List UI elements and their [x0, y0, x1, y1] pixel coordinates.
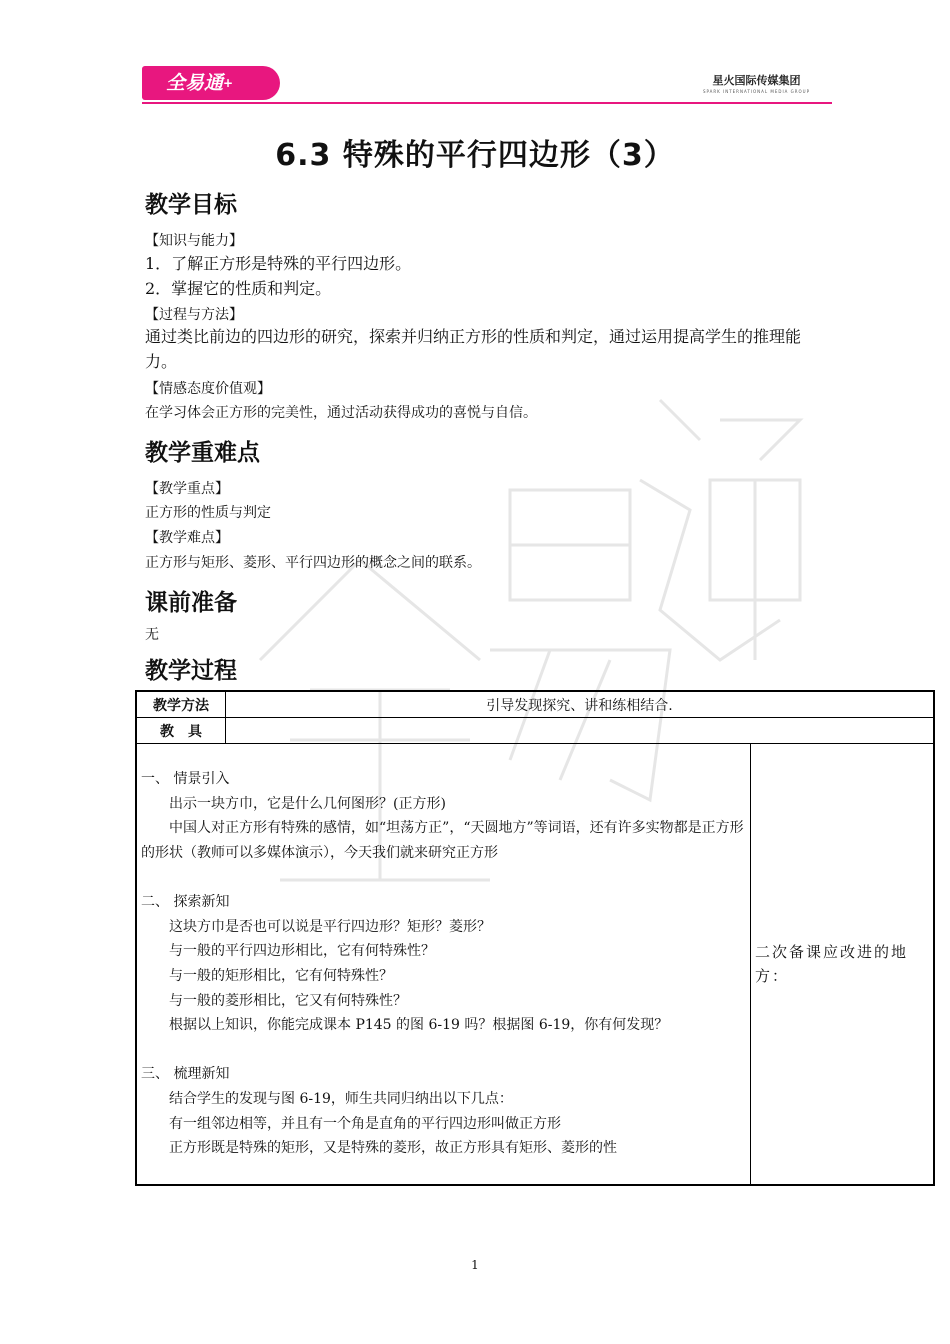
- section-heading-goals: 教学目标: [145, 192, 237, 218]
- header-divider: [142, 102, 832, 104]
- attitude-label: 【情感态度价值观】: [145, 381, 271, 397]
- process-content: [136, 744, 751, 1186]
- difficulty-label: 【教学难点】: [145, 530, 229, 546]
- section-2-question-2: 与一般的平行四边形相比，它有何特殊性？: [169, 943, 435, 960]
- method-label: 教学方法: [136, 691, 226, 718]
- section-heading-prep: 课前准备: [145, 590, 237, 616]
- section-2-question-3: 与一般的矩形相比，它有何特殊性？: [169, 968, 393, 984]
- process-body-row: [136, 744, 934, 1186]
- method-row: [136, 691, 934, 718]
- section-2-question-4: 与一般的菱形相比，它又有何特殊性？: [169, 992, 407, 1009]
- section-3-para-2: 有一组邻边相等，并且有一个角是直角的平行四边形叫做正方形: [169, 1115, 561, 1132]
- attitude-text: 在学习体会正方形的完美性，通过活动获得成功的喜悦与自信。: [145, 405, 537, 421]
- difficulty-text: 正方形与矩形、菱形、平行四边形的概念之间的联系。: [145, 555, 481, 571]
- section-3-para-1: 结合学生的发现与图 6-19，师生共同归纳出以下几点：: [169, 1090, 513, 1107]
- knowledge-label: 【知识与能力】: [145, 233, 243, 249]
- section-1-para-1: 出示一块方巾，它是什么几何图形？(正方形): [169, 795, 446, 812]
- page-number: 1: [471, 1258, 479, 1272]
- focus-text: 正方形的性质与判定: [145, 505, 271, 521]
- process-method-label: 【过程与方法】: [145, 307, 243, 323]
- section-3-title: 三、 梳理新知: [141, 1066, 230, 1083]
- brand-name-cn: 星火国际传媒集团: [712, 74, 801, 87]
- brand-name-en: SPARK INTERNATIONAL MEDIA GROUP: [702, 89, 810, 94]
- section-2-question-5: 根据以上知识，你能完成课本 P145 的图 6-19 吗？根据图 6-19，你有何发现？: [169, 1017, 669, 1034]
- section-1-para-2: 中国人对正方形有特殊的感情，如“坦荡方正”，“天圆地方”等词语，还有许多实物都是正方形的形状（教师可以多媒体演示），今天我们就来研究正方形: [141, 820, 744, 862]
- page-header: [142, 66, 832, 102]
- section-2-title: 二、 探索新知: [141, 894, 230, 911]
- tools-label: 教 具: [136, 718, 226, 744]
- process-method-text: 通过类比前边的四边形的研究，探索并归纳正方形的性质和判定，通过运用提高学生的推理能力。: [145, 327, 802, 371]
- section-heading-process: 教学过程: [145, 658, 237, 684]
- logo-text: 全易通: [166, 72, 224, 94]
- quanyitong-logo: [142, 66, 280, 100]
- section-3-para-3: 正方形既是特殊的矩形，又是特殊的菱形，故正方形具有矩形、菱形的性: [169, 1140, 617, 1157]
- section-heading-key-points: 教学重难点: [145, 440, 260, 466]
- method-value: 引导发现探究、讲和练相结合.: [226, 691, 935, 718]
- tools-value: [226, 718, 935, 744]
- revision-notes-cell: 二次备课应改进的地方：: [751, 744, 935, 1186]
- section-1-title: 一、 情景引入: [141, 771, 230, 788]
- knowledge-item-1: 1．了解正方形是特殊的平行四边形。: [145, 254, 412, 273]
- teaching-process-table: [135, 690, 935, 1186]
- knowledge-item-2: 2．掌握它的性质和判定。: [145, 279, 332, 298]
- logo-plus: +: [223, 76, 234, 90]
- page-title: 6.3 特殊的平行四边形（3）: [275, 138, 675, 173]
- publisher-brand: [703, 72, 810, 94]
- prep-text: 无: [145, 627, 159, 643]
- focus-label: 【教学重点】: [145, 481, 229, 497]
- tools-row: [136, 718, 934, 744]
- section-2-question-1: 这块方巾是否也可以说是平行四边形？矩形？菱形？: [169, 918, 491, 935]
